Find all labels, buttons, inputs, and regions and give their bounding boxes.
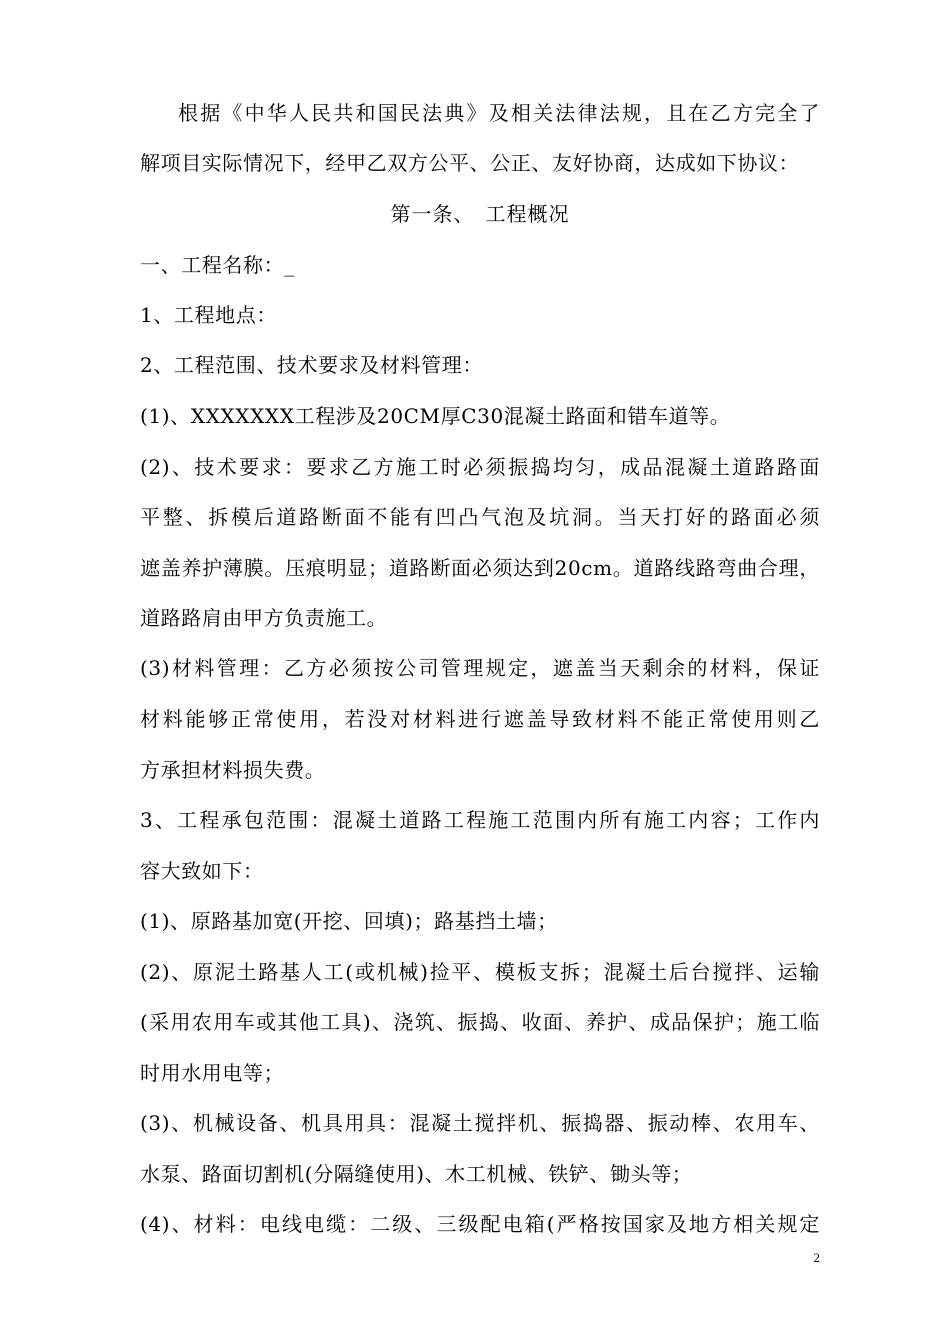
paragraph-line: (2)、原泥土路基人工(或机械)捡平、模板支拆；混凝土后台搅拌、运输 — [140, 960, 820, 984]
paragraph-line: 2、工程范围、技术要求及材料管理： — [140, 353, 483, 377]
paragraph-line: 平整、拆模后道路断面不能有凹凸气泡及坑洞。当天打好的路面必须 — [140, 505, 820, 529]
paragraph-line: 方承担材料损失费。 — [140, 758, 326, 782]
paragraph-line: 水泵、路面切割机(分隔缝使用)、木工机械、铁铲、锄头等； — [140, 1162, 693, 1186]
page-number: 2 — [813, 1250, 820, 1265]
paragraph-line: (4)、材料：电线电缆：二级、三级配电箱(严格按国家及地方相关规定 — [140, 1212, 820, 1236]
paragraph-line: (1)、原路基加宽(开挖、回填)；路基挡土墙； — [140, 909, 558, 933]
paragraph-line: (3)、机械设备、机具用具：混凝土搅拌机、振捣器、振动棒、农用车、 — [140, 1111, 820, 1135]
paragraph-line: 容大致如下： — [140, 859, 264, 883]
paragraph-line: 时用水用电等； — [140, 1061, 285, 1085]
paragraph-line: 一、工程名称：_ — [140, 253, 295, 277]
paragraph-line: (2)、技术要求：要求乙方施工时必须振捣均匀，成品混凝土道路路面 — [140, 455, 820, 479]
paragraph-line: (1)、XXXXXXX工程涉及20CM厚C30混凝土路面和错车道等。 — [140, 404, 731, 428]
paragraph-line: 遮盖养护薄膜。压痕明显；道路断面必须达到20cm。道路线路弯曲合理， — [140, 556, 820, 580]
paragraph-line: 根据《中华人民共和国民法典》及相关法律法规，且在乙方完全了 — [178, 101, 820, 125]
paragraph-line: 1、工程地点： — [140, 303, 277, 327]
paragraph-line: 材料能够正常使用，若没对材料进行遮盖导致材料不能正常使用则乙 — [140, 707, 820, 731]
article-heading: 第一条、 工程概况 — [390, 202, 570, 226]
paragraph-line: 解项目实际情况下，经甲乙双方公平、公正、友好协商，达成如下协议： — [140, 151, 800, 175]
paragraph-line: (3)材料管理：乙方必须按公司管理规定，遮盖当天剩余的材料，保证 — [140, 656, 820, 680]
paragraph-line: (采用农用车或其他工具)、浇筑、振捣、收面、养护、成品保护；施工临 — [140, 1010, 820, 1034]
paragraph-line: 3、工程承包范围：混凝土道路工程施工范围内所有施工内容；工作内 — [140, 808, 820, 832]
paragraph-line: 道路路肩由甲方负责施工。 — [140, 606, 388, 630]
